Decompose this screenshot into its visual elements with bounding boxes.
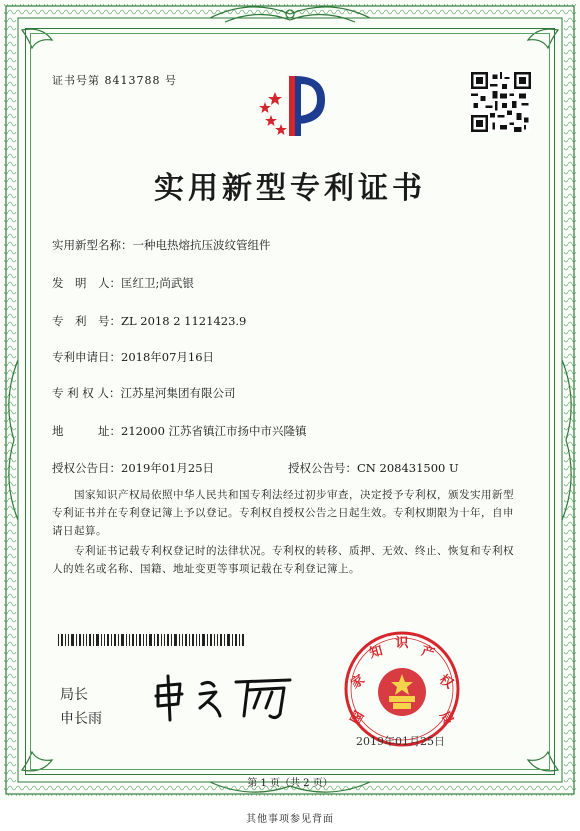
qr-code-icon — [471, 72, 531, 132]
document-title: 实用新型专利证书 — [154, 171, 426, 206]
field-address — [52, 423, 307, 439]
field-patentee — [52, 385, 235, 401]
field-patent-number — [52, 313, 246, 329]
field-grant-announcement-date — [52, 460, 214, 476]
svg-text:国: 国 — [348, 708, 368, 728]
certificate-number-label: 证书号第 — [52, 74, 100, 87]
field-label: 地 址： — [52, 424, 121, 438]
field-label: 专利申请日： — [52, 350, 121, 364]
inner-border-secondary — [30, 33, 550, 770]
handwritten-signature-icon — [150, 672, 300, 722]
field-grant-announcement-number — [288, 460, 459, 476]
grant-statement-paragraph: 国家知识产权局依照中华人民共和国专利法经过初步审查，决定授予专利权，颁发实用新型专利证书并在专利登记簿上予以登记。专利权自授权公告之日起生效。专利权期限为十年，自申请日起算。 — [52, 489, 514, 537]
field-value: 2018年07月16日 — [121, 350, 215, 364]
field-label: 实用新型名称： — [52, 238, 133, 252]
field-value: 江苏星河集团有限公司 — [120, 386, 236, 400]
svg-text:识: 识 — [395, 636, 409, 651]
field-value: 一种电热熔抗压波纹管组件 — [132, 238, 271, 252]
field-label: 授权公告号： — [288, 461, 357, 475]
signatory-name: 申长雨 — [60, 711, 102, 727]
seal-date: 2019年01月25日 — [356, 735, 445, 748]
field-inventor — [52, 275, 194, 291]
field-value: 匡红卫;尚武银 — [121, 276, 194, 290]
barcode-icon — [58, 634, 244, 646]
field-application-date — [52, 349, 214, 365]
field-label: 专 利 权 人： — [52, 386, 121, 400]
signatory-title: 局长 — [60, 687, 88, 703]
field-value: 2019年01月25日 — [121, 461, 215, 475]
footer-note: 其他事项参见背面 — [246, 814, 334, 825]
field-utility-model-name — [52, 237, 271, 253]
field-label: 专 利 号： — [52, 314, 121, 328]
cnipa-logo-icon — [243, 70, 335, 140]
official-seal-icon — [343, 630, 461, 748]
svg-text:权: 权 — [436, 672, 456, 693]
certificate-number-value: 8413788 — [104, 74, 161, 87]
certificate-number-suffix: 号 — [165, 74, 177, 87]
field-label: 发 明 人： — [52, 276, 121, 290]
svg-text:家: 家 — [348, 672, 368, 693]
svg-text:局: 局 — [436, 708, 456, 728]
field-value: CN 208431500 U — [357, 461, 459, 475]
field-label: 授权公告日： — [52, 461, 121, 475]
field-value: ZL 2018 2 1121423.9 — [121, 314, 247, 328]
svg-text:知: 知 — [367, 643, 385, 662]
page-indicator: 第 1 页（共 2 页） — [247, 778, 333, 789]
svg-text:产: 产 — [419, 643, 437, 662]
legal-status-paragraph: 专利证书记载专利权登记时的法律状况。专利权的转移、质押、无效、终止、恢复和专利权人的姓名或名称、国籍、地址变更等事项记载在专利登记簿上。 — [52, 545, 514, 575]
certificate-number — [52, 72, 177, 88]
field-value: 212000 江苏省镇江市扬中市兴隆镇 — [121, 424, 307, 438]
